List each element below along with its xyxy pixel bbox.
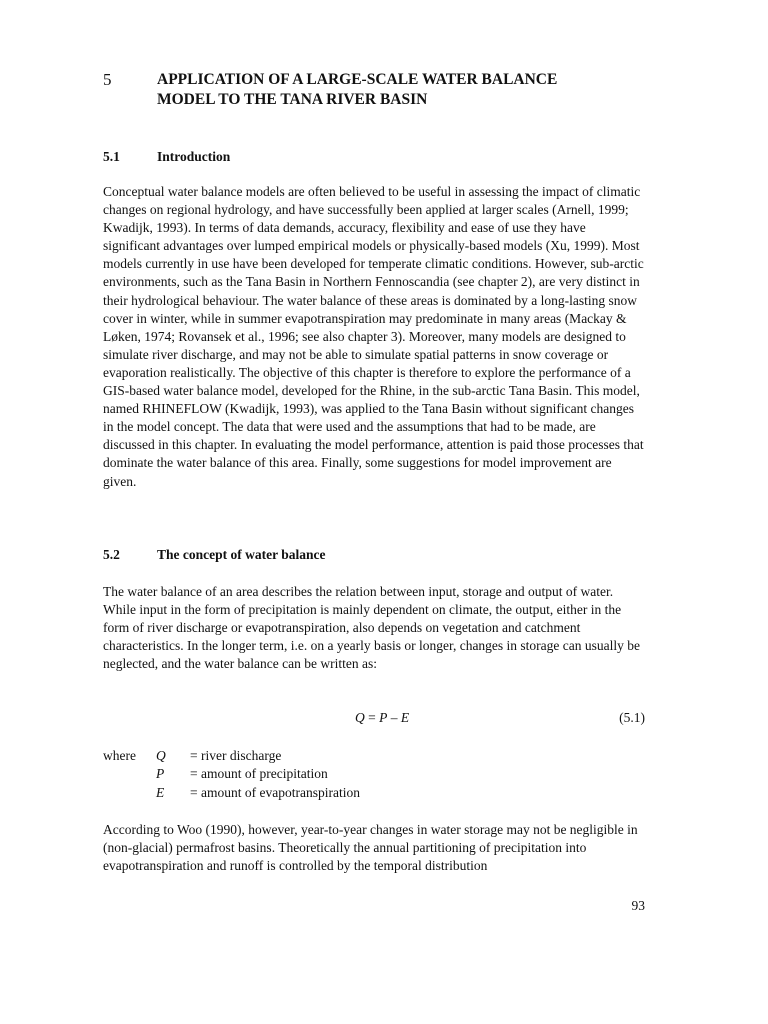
closing-paragraph: According to Woo (1990), however, year-to-year changes in water storage may not be negligible in (non-glacial) permafrost basins. Theoretically the annual partitioning of precipitation into evapotranspiration and runoff is controlled by the temporal distribution [103,822,638,874]
section-heading-intro [103,148,230,166]
water-balance-paragraph: The water balance of an area describes the relation between input, storage and output of water. While input in the form of precipitation is mainly dependent on climate, the output, either in the form of river discharge or evapotranspiration, also depends on vegetation and catchment characteristics. In the longer term, i.e. on a yearly basis or longer, changes in storage can usually be neglected, and the water balance can be written as: [103,584,641,672]
equation-e: E [400,710,410,725]
section-heading-water-balance [103,546,325,564]
definition-symbol: Q [156,748,166,763]
equation-q: Q [355,710,365,725]
definition-symbol: P [156,766,165,782]
chapter-number: 5 [103,70,112,89]
equation-number: (5.1) [619,710,645,725]
equation-minus: – [387,710,401,725]
section-number: 5.2 [103,547,120,562]
intro-paragraph: Conceptual water balance models are often believed to be useful in assessing the impact of climatic changes on regional hydrology, and have successfully been applied at larger scales (Arnell, 1999; Kwadijk, 1993). In terms of data demands, accuracy, flexibility and ease of use they have significant advantages over lumped empirical models or physically-based models (Xu, 1999). Most models currently in use have been developed for temperate climatic conditions. However, sub-arctic environments, such as the Tana Basin in Northern Fennoscandia (see chapter 2), are very distinct in their hydrological behaviour. The water balance of these areas is dominated by a long-lasting snow cover in winter, while in summer evapotranspiration may predominate in many areas (Mackay & Løken, 1974; Rovansek et al., 1996; see also chapter 3). Moreover, many models are designed to simulate river discharge, and may not be able to simulate spatial patterns in snow coverage or evaporation realistically. The objective of this chapter is therefore to explore the performance of a GIS-based water balance model, developed for the Rhine, in the sub-arctic Tana Basin. This model, named RHINEFLOW (Kwadijk, 1993), was applied to the Tana Basin without significant changes in the model concept. The data that were used and the assumptions that had to be made, are discussed in this chapter. In evaluating the model performance, attention is paid those processes that dominate the water balance of this area. Finally, some suggestions for model improvement are given. [103,184,644,489]
equation-expression [355,709,409,727]
section-title: The concept of water balance [157,547,326,562]
where-label: where [103,748,136,763]
equation-p: P [379,710,388,725]
chapter-title-line-1: APPLICATION OF A LARGE-SCALE WATER BALANCE [157,71,558,88]
section-number: 5.1 [103,149,120,164]
section-title: Introduction [157,149,231,164]
definition-text: = amount of evapotranspiration [190,784,360,800]
definition-symbol: E [156,784,165,800]
chapter-title-line-2: MODEL TO THE TANA RIVER BASIN [157,91,428,108]
definition-text: = river discharge [190,748,282,763]
equation-5-1 [103,709,645,727]
page-number: 93 [631,898,645,913]
equation-equals: = [364,710,380,725]
definition-text: = amount of precipitation [190,766,328,782]
chapter-title [157,70,677,110]
